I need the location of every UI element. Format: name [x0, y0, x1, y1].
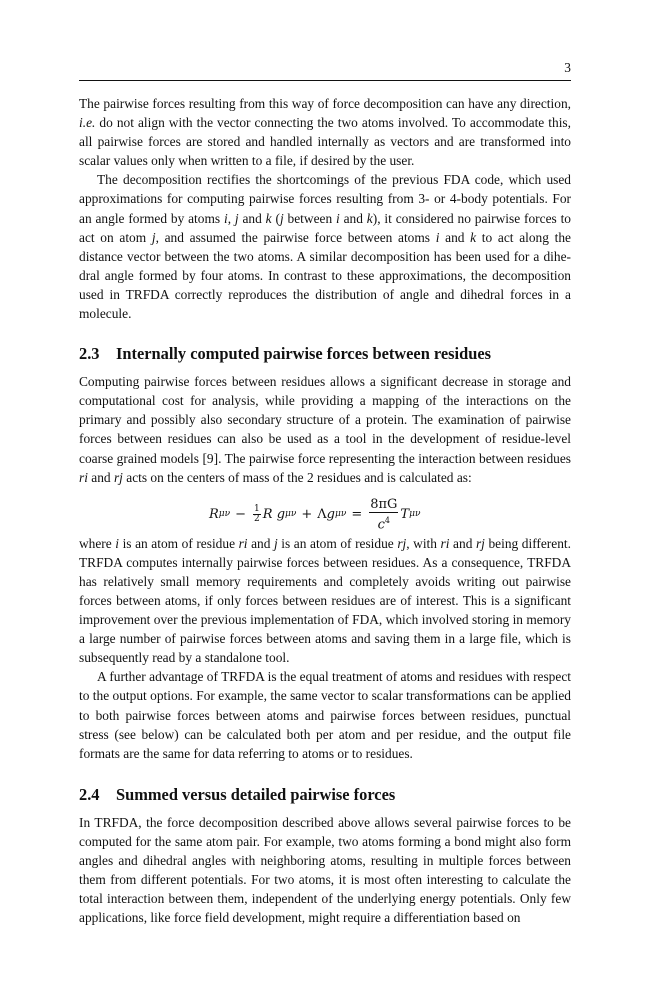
paragraph-intro-1: The pairwise forces resulting from this way of force decomposition can have any direction, i.e. do not align with the vector connecting the two atoms involved. To accommodate this, all pairwise forces are stored and handled internally as vectors and are transformed into scalar values only when written to a file, if desired by the user.	[79, 96, 571, 169]
paragraph-residues-intro: Computing pairwise forces between residues allows a significant decrease in storage and computational cost for analysis, while providing a mapping of the interactions on the primary and possibly also secondary structure of a protein. The examination of pairwise forces between residues can also be used as a tool in the development of residue-level coarse grained models [9]. The pairwise force representing the interaction between residues ri and rj acts on the centers of mass of the 2 residues and is calculated as:	[79, 374, 571, 485]
body-text	[79, 94, 571, 927]
eq-denominator-exponent: 4	[384, 515, 390, 525]
eq-fraction-main	[369, 497, 398, 532]
running-header	[79, 60, 571, 81]
eq-half-numerator: 1	[254, 503, 260, 514]
section-title: Internally computed pairwise forces between residues	[116, 344, 491, 364]
section-heading-2-3	[79, 343, 571, 365]
eq-operator-minus: −	[235, 506, 247, 522]
eq-half-denominator: 2	[254, 513, 260, 524]
eq-subscript: μν	[285, 509, 297, 520]
paragraph-residues-detail: where i is an atom of residue ri and j is an atom of residue rj, with ri and rj being different. TRFDA computes internally pairwise forces between residues. As a consequence, TRFDA has relatively small memory requirements and completely avoids writing out pairwise forces between atoms, if only forces between residues are of interest. This is a significant improvement over the previous implementation of FDA, which involved storing in memory a large number of pairwise forces between atoms and saving them in a large file, which is subsequently read by a standalone tool.	[79, 535, 571, 666]
page-number: 3	[564, 60, 571, 75]
paragraph-intro-2: The decomposition rectifies the shortcomings of the previous FDA code, which used approximations for computing pairwise forces resulting from 3- or 4-body potentials. For an angle formed by atoms i, j and k (j between i and k), it considered no pairwise forces to act on atom j, and assumed the pairwise force between atoms i and k to act along the distance vector between the two atoms. A similar decomposition has been used for a dihedral angle formed by four atoms. In contrast to these approximations, the decomposition used in TRFDA correctly reproduces the distribution of angle and dihedral forces in a molecule.	[79, 172, 572, 322]
eq-fraction-half	[253, 505, 261, 524]
equation-body	[209, 497, 420, 532]
eq-operator-plus: +	[301, 506, 313, 522]
eq-operator-equals: =	[351, 506, 363, 522]
eq-subscript: μν	[409, 509, 421, 520]
section-title: Summed versus detailed pairwise forces	[116, 784, 396, 804]
eq-symbol-T: T	[400, 506, 410, 522]
eq-symbol-g2: g	[326, 506, 335, 522]
section-number: 2.3	[79, 344, 100, 364]
section-heading-2-4	[79, 784, 571, 806]
eq-numerator-text: 8πG	[370, 496, 398, 512]
paragraph-further-advantage: A further advantage of TRFDA is the equal treatment of atoms and residues with respect to the output options. For example, the same vector to scalar transformations can be applied to both pairwise forces between atoms and pairwise forces between residues, punctual stress (see below) can be calculated both per atom and per residue, and the output file formats are the same for data referring to atoms or to residues.	[79, 669, 571, 761]
eq-symbol-R2: R	[262, 506, 273, 522]
eq-main-denominator	[378, 513, 390, 532]
eq-symbol-lambda: Λ	[317, 506, 327, 522]
eq-symbol-R: R	[209, 506, 219, 522]
eq-denominator-base: c	[377, 517, 385, 533]
paragraph-summed-forces: In TRFDA, the force decomposition described above allows several pairwise forces to be computed for the same atom pair. For example, two atoms forming a bond might also form angles and dihedral angles with neighboring atoms, resulting in multiple forces between them from different potentials. For two atoms, it is most often interesting to calculate the total interaction between them, independent of the underlying energy potentials. Only few applications, like force field development, might require a differentiation based on	[79, 814, 571, 926]
eq-symbol-g: g	[276, 506, 286, 522]
eq-main-numerator	[369, 497, 398, 513]
eq-subscript: μν	[334, 509, 347, 520]
eq-subscript: μν	[218, 509, 231, 520]
equation-display	[79, 489, 571, 533]
section-number: 2.4	[79, 784, 100, 804]
